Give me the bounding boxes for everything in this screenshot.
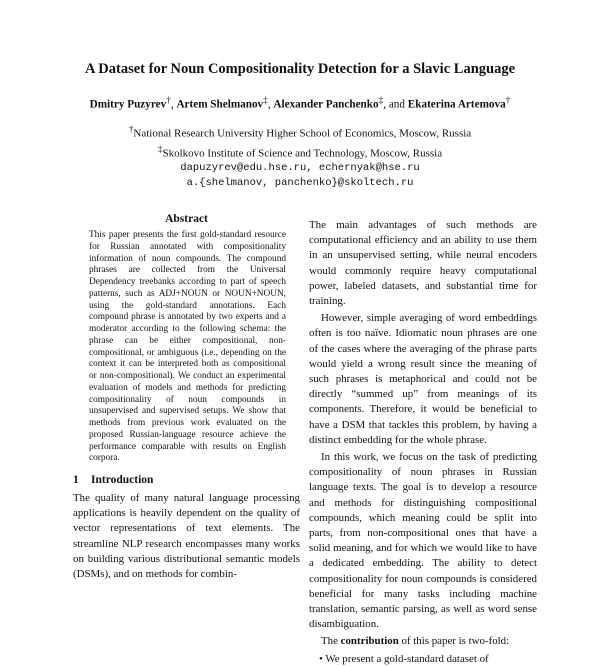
- abstract-text: This paper presents the first gold-standard resource for Russian annotated with compositionality information of noun compounds. The compound phrases are collected from the Universal Dependency treebanks according to part of speech patterns, such as ADJ+NOUN or NOUN+NOUN, using the gold-standard annotations. Each compound phrase is annotated by two experts and a moderator according to the following schema: the phrase can be either compositional, non-compositional, or ambiguous (i.e., depending on the context it can be interpreted both as compositional or non-compositional). We conduct an experimental evaluation of models and methods for predicting compositionality of noun compounds in unsupervised and supervised setups. We show that methods from previous work evaluated on the proposed Russian-language resource achieve the performance comparable with results on English corpora.: [89, 230, 286, 464]
- email-line: a.{shelmanov, panchenko}@skoltech.ru: [186, 177, 414, 190]
- contribution-bold: contribution: [340, 635, 399, 648]
- author-name: Dmitry Puzyrev: [89, 98, 167, 111]
- body-paragraph: The quality of many natural language processing applications is heavily dependent on the quality of vector representations of text elements. The streamline NLP research encompasses many works on building various distributional semantic models (DSMs), and on methods for combin-: [73, 492, 300, 581]
- contribution-pre: The: [321, 635, 341, 648]
- abstract-heading: Abstract: [165, 213, 208, 225]
- section-heading: [73, 473, 300, 487]
- affiliations: [90, 122, 510, 191]
- affiliation-mark: †: [128, 124, 134, 134]
- author-separator: , and: [383, 98, 408, 111]
- body-paragraph: However, simple averaging of word embeddings often is too naïve. Idiomatic noun phrases are one of the cases where the averaging of the phrase parts would yield a wrong result since the meaning of such phrases is metaphorical and could not be directly “summed up” from meanings of its components. Therefore, it would be beneficial to have a DSM that tackles this problem, by having a distinct embedding for the whole phrase.: [309, 312, 537, 446]
- affiliation-mark: ‡: [157, 143, 163, 154]
- author-list: [60, 94, 540, 112]
- contribution-post: of this paper is two-fold:: [398, 635, 510, 648]
- author-mark: ‡: [378, 96, 384, 106]
- right-column: [309, 218, 537, 667]
- section-title: Introduction: [91, 474, 154, 486]
- author-mark: †: [166, 96, 171, 106]
- contribution-paragraph: [309, 634, 537, 649]
- author-mark: ‡: [263, 96, 268, 106]
- bullet-item: • We present a gold-standard dataset of: [319, 652, 489, 665]
- author-mark: †: [505, 96, 511, 106]
- author-name: Alexander Panchenko: [273, 98, 379, 111]
- body-paragraph: The main advantages of such methods are computational efficiency and an ability to use them in an unsupervised setting, while neural encoders would commonly require heavy computational power, labeled datasets, and substantial time for training.: [309, 219, 537, 308]
- left-column: [73, 212, 300, 582]
- author-name: Artem Shelmanov: [176, 98, 264, 111]
- affiliation-text: National Research University Higher School of Economics, Moscow, Russia: [133, 127, 472, 140]
- affiliation-line: [90, 142, 510, 162]
- author-separator: ,: [267, 98, 274, 111]
- email-line: dapuzyrev@edu.hse.ru, echernyak@hse.ru: [180, 162, 420, 175]
- paper-title: A Dataset for Noun Compositionality Detection for a Slavic Language: [84, 61, 516, 77]
- affiliation-text: Skolkovo Institute of Science and Technology, Moscow, Russia: [162, 147, 443, 160]
- author-separator: ,: [170, 98, 177, 111]
- affiliation-line: [90, 122, 510, 142]
- body-paragraph: In this work, we focus on the task of predicting compositionality of noun phrases in Russian language texts. The goal is to develop a resource and methods for distinguishing compositional compounds, which meaning could be split into parts, from non-compositional ones that have a solid meaning, and for which we would like to have a dedicated embedding. The ability to detect compositionality for noun compounds is considered beneficial for many tasks including machine translation, semantic parsing, as well as word sense disambiguation.: [309, 451, 537, 631]
- section-number: 1: [73, 474, 79, 486]
- author-name: Ekaterina Artemova: [407, 98, 506, 111]
